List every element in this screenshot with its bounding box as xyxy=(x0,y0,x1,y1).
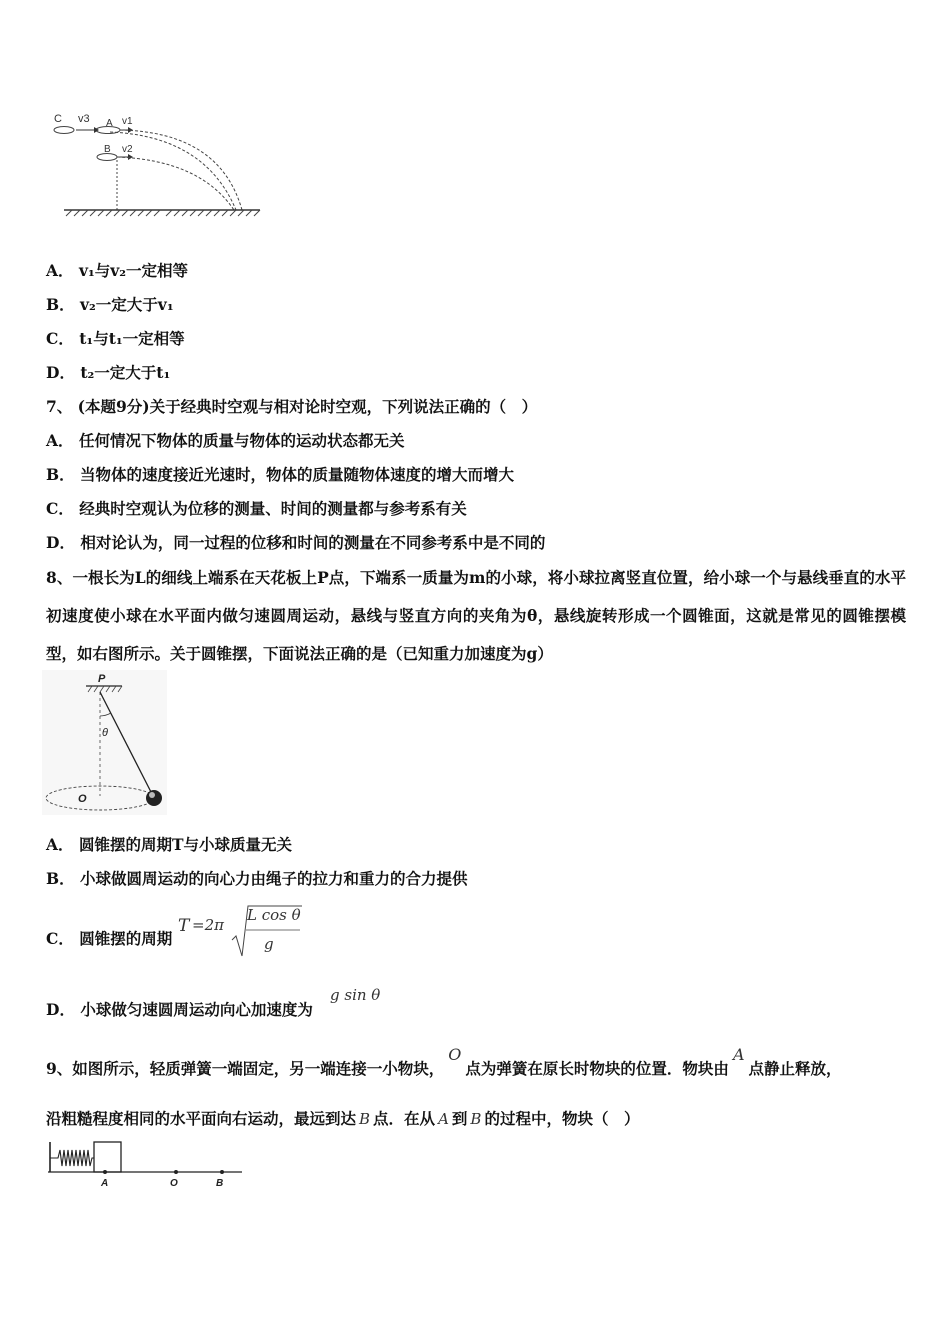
q7-option-d: D． 相对论认为，同一过程的位移和时间的测量在不同参考系中是不同的 xyxy=(46,533,546,552)
label-p: P xyxy=(98,673,106,685)
label-o: O xyxy=(170,1178,178,1189)
period-formula: T =2π L cos θ g xyxy=(176,902,306,962)
label-theta: θ xyxy=(102,727,108,739)
q8-option-b: B． 小球做圆周运动的向心力由绳子的拉力和重力的合力提供 xyxy=(46,869,468,888)
acceleration-formula: g sin θ xyxy=(330,986,381,1004)
label-v2: v2 xyxy=(122,144,133,155)
q8-stem: 8、一根长为L的细线上端系在天花板上P点，下端系一质量为m的小球，将小球拉离竖直位置，给小球一个与悬线垂直的水平初速度使小球在水平面内做匀速圆周运动，悬线与竖直方向的夹角为θ，悬线旋转形成一个圆锥面，这就是常见的圆锥摆模型，如右图所示。关于圆锥摆，下面说法正确的是（已知重力加速度为g） xyxy=(46,568,906,663)
q9-stem-line2: 沿粗糙程度相同的水平面向右运动，最远到达 B 点．在从 A 到 B 的过程中，物块（ ） xyxy=(46,1109,640,1128)
q6-option-d: D． t₂一定大于t₁ xyxy=(46,363,171,382)
spring-block-figure xyxy=(46,1136,246,1192)
q6-option-b: B． v₂一定大于v₁ xyxy=(46,295,174,314)
q7-stem: 7、 (本题9分)关于经典时空观与相对论时空观，下列说法正确的（ ） xyxy=(46,397,538,416)
q7-option-b: B． 当物体的速度接近光速时，物体的质量随物体速度的增大而增大 xyxy=(46,465,515,484)
label-b: B xyxy=(104,144,111,155)
q8-option-a: A． 圆锥摆的周期T与小球质量无关 xyxy=(46,835,292,854)
q7-option-c: C． 经典时空观认为位移的测量、时间的测量都与参考系有关 xyxy=(46,499,467,518)
label-a: A xyxy=(106,118,113,129)
label-v1: v1 xyxy=(122,116,133,127)
label-o: O xyxy=(78,793,87,805)
projectile-figure xyxy=(50,110,265,220)
q8-option-d: D． 小球做匀速圆周运动向心加速度为 xyxy=(46,1000,313,1019)
q6-option-a: A． v₁与v₂一定相等 xyxy=(46,261,189,280)
conical-pendulum-figure xyxy=(42,670,167,815)
label-v3: v3 xyxy=(78,113,90,125)
label-b: B xyxy=(216,1178,224,1189)
label-c: C xyxy=(54,113,62,125)
q7-option-a: A． 任何情况下物体的质量与物体的运动状态都无关 xyxy=(46,431,405,450)
q9-stem-line1: 9、如图所示，轻质弹簧一端固定，另一端连接一小物块，O点为弹簧在原长时物块的位置．物块由A点静止释放， xyxy=(46,1045,842,1078)
q6-option-c: C． t₁与t₁一定相等 xyxy=(46,329,185,348)
q8-option-c: C． 圆锥摆的周期 xyxy=(46,929,173,948)
label-a: A xyxy=(101,1178,109,1189)
